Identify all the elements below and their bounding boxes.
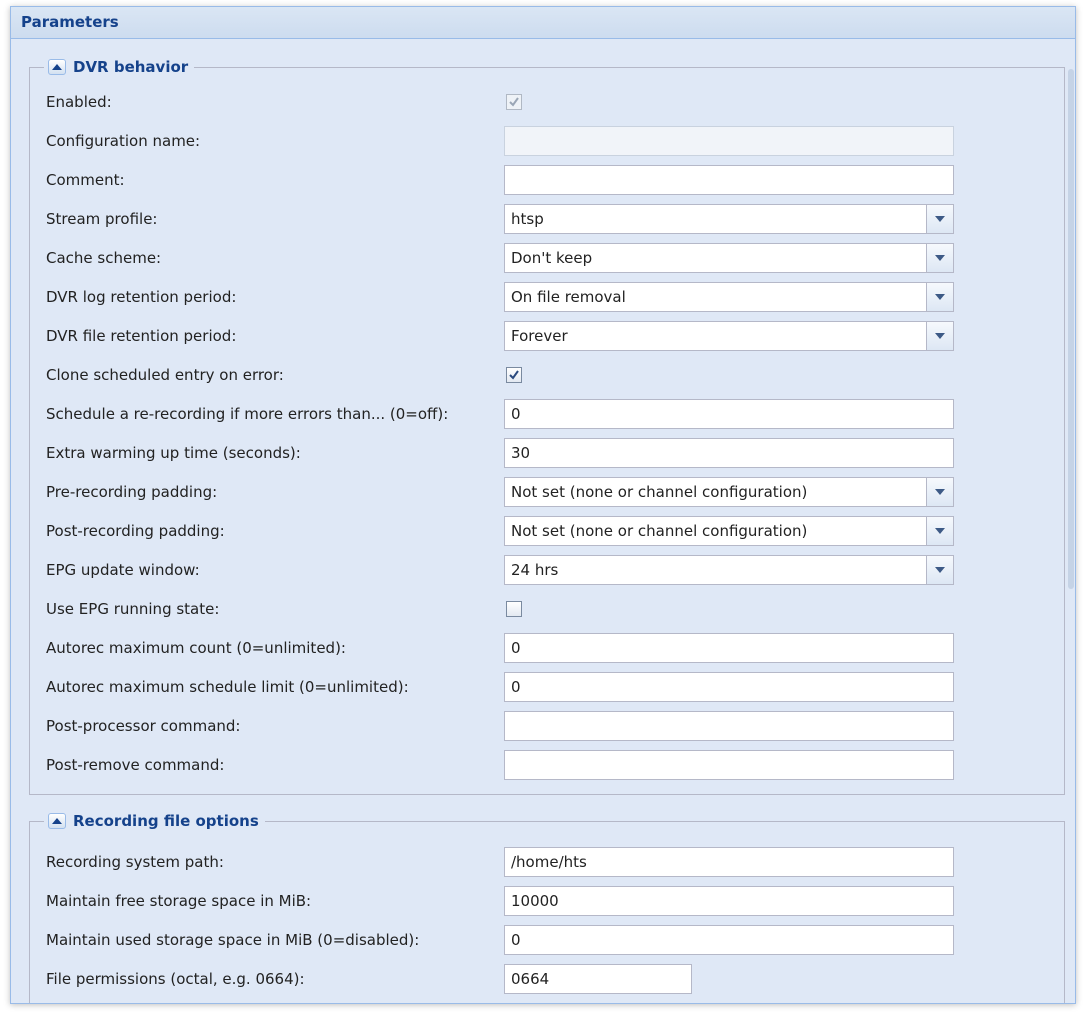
checkmark-icon bbox=[508, 96, 520, 108]
dvr-behavior-title: DVR behavior bbox=[73, 58, 189, 76]
log-retention-label: DVR log retention period: bbox=[46, 288, 237, 306]
post-padding-label: Post-recording padding: bbox=[46, 522, 225, 540]
cache-scheme-select[interactable] bbox=[504, 243, 954, 273]
row-cache-scheme bbox=[30, 242, 1064, 274]
enabled-checkbox[interactable] bbox=[506, 94, 522, 110]
row-permissions bbox=[30, 963, 1064, 995]
used-space-input[interactable]: 0 bbox=[504, 925, 954, 955]
autorec-limit-input[interactable]: 0 bbox=[504, 672, 954, 702]
chevron-down-icon bbox=[935, 489, 945, 495]
recording-file-options-legend bbox=[44, 810, 265, 832]
row-log-retention bbox=[30, 281, 1064, 313]
row-stream-profile bbox=[30, 203, 1064, 235]
row-config-name bbox=[30, 125, 1064, 157]
panel-body bbox=[11, 39, 1075, 1003]
row-post-processor bbox=[30, 710, 1064, 742]
panel-header bbox=[11, 7, 1075, 39]
stream-profile-value: htsp bbox=[511, 210, 544, 228]
checkmark-icon bbox=[508, 369, 520, 381]
permissions-label: File permissions (octal, e.g. 0664): bbox=[46, 970, 305, 988]
stream-profile-select[interactable] bbox=[504, 204, 954, 234]
epg-running-checkbox[interactable] bbox=[506, 601, 522, 617]
epg-window-value: 24 hrs bbox=[511, 561, 559, 579]
post-remove-input[interactable] bbox=[504, 750, 954, 780]
recording-file-options-collapse-button[interactable] bbox=[48, 813, 66, 829]
row-post-padding bbox=[30, 515, 1064, 547]
warmup-input[interactable]: 30 bbox=[504, 438, 954, 468]
recording-file-options-fieldset bbox=[29, 812, 1065, 1004]
row-used-space bbox=[30, 924, 1064, 956]
vertical-scrollbar[interactable] bbox=[1068, 69, 1074, 589]
file-retention-value: Forever bbox=[511, 327, 568, 345]
row-clone-on-error bbox=[30, 359, 1064, 391]
pre-padding-label: Pre-recording padding: bbox=[46, 483, 218, 501]
row-post-remove bbox=[30, 749, 1064, 781]
post-padding-value: Not set (none or channel configuration) bbox=[511, 522, 808, 540]
next-field-select[interactable] bbox=[504, 1003, 954, 1004]
post-processor-label: Post-processor command: bbox=[46, 717, 241, 735]
clone-on-error-label: Clone scheduled entry on error: bbox=[46, 366, 284, 384]
epg-window-dropdown-button[interactable] bbox=[926, 556, 953, 584]
comment-input[interactable] bbox=[504, 165, 954, 195]
epg-window-select[interactable] bbox=[504, 555, 954, 585]
config-name-input[interactable] bbox=[504, 126, 954, 156]
file-retention-dropdown-button[interactable] bbox=[926, 322, 953, 350]
log-retention-dropdown-button[interactable] bbox=[926, 283, 953, 311]
pre-padding-select[interactable] bbox=[504, 477, 954, 507]
cache-scheme-value: Don't keep bbox=[511, 249, 593, 267]
post-padding-select[interactable] bbox=[504, 516, 954, 546]
post-padding-dropdown-button[interactable] bbox=[926, 517, 953, 545]
parameters-panel bbox=[10, 6, 1076, 1004]
clone-on-error-checkbox[interactable] bbox=[506, 367, 522, 383]
row-enabled bbox=[30, 86, 1064, 118]
log-retention-select[interactable] bbox=[504, 282, 954, 312]
chevron-down-icon bbox=[935, 333, 945, 339]
rerecord-input[interactable]: 0 bbox=[504, 399, 954, 429]
row-rerecord bbox=[30, 398, 1064, 430]
autorec-limit-label: Autorec maximum schedule limit (0=unlimited): bbox=[46, 678, 409, 696]
row-pre-padding bbox=[30, 476, 1064, 508]
row-epg-running bbox=[30, 593, 1064, 625]
epg-running-label: Use EPG running state: bbox=[46, 600, 220, 618]
file-retention-label: DVR file retention period: bbox=[46, 327, 237, 345]
post-remove-label: Post-remove command: bbox=[46, 756, 225, 774]
dvr-behavior-collapse-button[interactable] bbox=[48, 59, 66, 75]
free-space-label: Maintain free storage space in MiB: bbox=[46, 892, 312, 910]
collapse-up-icon bbox=[52, 818, 62, 824]
epg-window-label: EPG update window: bbox=[46, 561, 200, 579]
row-epg-window bbox=[30, 554, 1064, 586]
row-free-space bbox=[30, 885, 1064, 917]
cache-scheme-label: Cache scheme: bbox=[46, 249, 162, 267]
cache-scheme-dropdown-button[interactable] bbox=[926, 244, 953, 272]
rerecord-label: Schedule a re-recording if more errors than... (0=off): bbox=[46, 405, 449, 423]
row-partial-next-field bbox=[30, 1002, 1064, 1004]
dvr-behavior-fieldset bbox=[29, 58, 1065, 795]
row-system-path bbox=[30, 846, 1064, 878]
config-name-label: Configuration name: bbox=[46, 132, 201, 150]
enabled-label: Enabled: bbox=[46, 93, 112, 111]
free-space-input[interactable]: 10000 bbox=[504, 886, 954, 916]
system-path-label: Recording system path: bbox=[46, 853, 224, 871]
row-autorec-limit bbox=[30, 671, 1064, 703]
row-autorec-max bbox=[30, 632, 1064, 664]
stream-profile-dropdown-button[interactable] bbox=[926, 205, 953, 233]
autorec-max-input[interactable]: 0 bbox=[504, 633, 954, 663]
permissions-input[interactable]: 0664 bbox=[504, 964, 692, 994]
pre-padding-value: Not set (none or channel configuration) bbox=[511, 483, 808, 501]
row-warmup bbox=[30, 437, 1064, 469]
system-path-input[interactable]: /home/hts bbox=[504, 847, 954, 877]
row-file-retention bbox=[30, 320, 1064, 352]
file-retention-select[interactable] bbox=[504, 321, 954, 351]
panel-title: Parameters bbox=[21, 13, 119, 31]
chevron-down-icon bbox=[935, 294, 945, 300]
chevron-down-icon bbox=[935, 216, 945, 222]
stream-profile-label: Stream profile: bbox=[46, 210, 158, 228]
collapse-up-icon bbox=[52, 64, 62, 70]
chevron-down-icon bbox=[935, 567, 945, 573]
warmup-label: Extra warming up time (seconds): bbox=[46, 444, 301, 462]
dvr-behavior-legend bbox=[44, 56, 194, 78]
chevron-down-icon bbox=[935, 528, 945, 534]
post-processor-input[interactable] bbox=[504, 711, 954, 741]
autorec-max-label: Autorec maximum count (0=unlimited): bbox=[46, 639, 346, 657]
chevron-down-icon bbox=[935, 255, 945, 261]
comment-label: Comment: bbox=[46, 171, 125, 189]
used-space-label: Maintain used storage space in MiB (0=disabled): bbox=[46, 931, 420, 949]
row-comment bbox=[30, 164, 1064, 196]
log-retention-value: On file removal bbox=[511, 288, 626, 306]
recording-file-options-title: Recording file options bbox=[73, 812, 259, 830]
pre-padding-dropdown-button[interactable] bbox=[926, 478, 953, 506]
